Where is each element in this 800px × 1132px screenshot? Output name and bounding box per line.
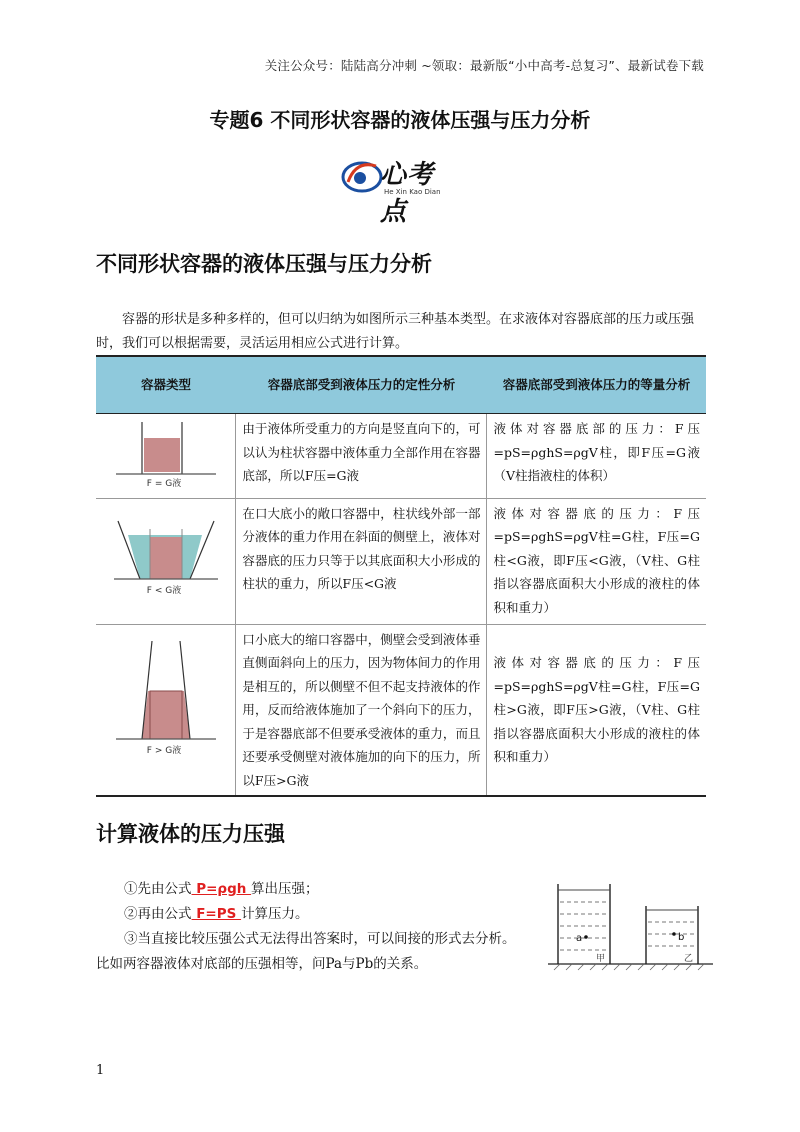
figure-label: F > G液 (146, 746, 181, 756)
header-note: 关注公众号：陆陆高分冲刺 ~领取：最新版“小中高考-总复习”、最新试卷下载 (264, 58, 704, 73)
container-yi-label: 乙 (684, 954, 694, 964)
table-row (96, 414, 706, 499)
table-cell: 在口大底小的敞口容器中，柱状线外部一部分液体的重力作用在斜面的侧壁上，液体对容器底的压力只等于以其底面积大小形成的柱状的重力，所以F压<G液 (236, 498, 487, 624)
step-1-post: 算出压强； (251, 881, 319, 897)
step-2-post: 计算压力。 (241, 906, 309, 922)
step-4: 比如两容器液体对底部的压强相等，问Pa与Pb的关系。 (96, 956, 428, 972)
table-header: 容器底部受到液体压力的定性分析 (236, 356, 487, 414)
step-3: ③当直接比较压强公式无法得出答案时，可以间接的形式去分析。 (124, 931, 516, 947)
figure-label: F < G液 (146, 586, 181, 597)
table-cell: 液体对容器底的压力：F压=pS=ρghS=ρgV柱=G柱，F压=G柱<G液，即F压<G液，（V柱、G柱指以容器底面积大小形成的液柱的体积和重力） (487, 498, 706, 624)
logo-subtext: He Xin Kao Dian (384, 188, 441, 196)
step-2-pre: ②再由公式 (124, 906, 192, 922)
table-header: 容器类型 (96, 356, 236, 414)
logo (340, 150, 460, 227)
force-formula: F=PS (191, 906, 242, 922)
narrow-mouth-container-figure (96, 624, 236, 796)
table-row (96, 624, 706, 796)
table-cell: 液体对容器底部的压力：F压=pS=ρghS=ρgV柱，即F压=G液（V柱指液柱的体积） (487, 414, 706, 499)
logo-emblem-icon (340, 152, 384, 202)
section-heading-1: 不同形状容器的液体压强与压力分析 (96, 252, 432, 276)
cylinder-container-figure (96, 414, 236, 499)
step-1-pre: ①先由公式 (124, 881, 192, 897)
point-b-label: b (678, 932, 685, 943)
table-header: 容器底部受到液体压力的等量分析 (487, 356, 706, 414)
intro-paragraph: 容器的形状是多种多样的，但可以归纳为如图所示三种基本类型。在求液体对容器底部的压力或压强时，我们可以根据需要，灵活运用相应公式进行计算。 (96, 312, 695, 351)
pressure-formula: P=ρgh (191, 881, 252, 897)
table-cell: 口小底大的缩口容器中，侧壁会受到液体垂直侧面斜向上的压力，因为物体间力的作用是相互的，所以侧壁不但不起支持液体的作用，反而给液体施加了一个斜向下的压力，于是容器底部不但要承受液体的重力，而且还要承受侧壁对液体施加的向下的压力，所以F压>G液 (236, 624, 487, 796)
document-title: 专题6 不同形状容器的液体压强与压力分析 (209, 108, 591, 132)
wide-mouth-container-figure (96, 498, 236, 624)
point-a-label: a (576, 933, 583, 944)
figure-label: F = G液 (146, 479, 181, 489)
table-cell: 液体对容器底的压力：F压=pS=ρghS=ρgV柱=G柱，F压=G柱>G液，即F压>G液，（V柱、G柱指以容器底面积大小形成的液柱的体积和重力） (487, 624, 706, 796)
step-1 (124, 877, 516, 902)
table-row (96, 498, 706, 624)
table-cell: 由于液体所受重力的方向是竖直向下的，可以认为柱状容器中液体重力全部作用在容器底部，所以F压=G液 (236, 414, 487, 499)
two-containers-figure (548, 876, 718, 976)
container-jia-label: 甲 (596, 954, 606, 964)
section-heading-2: 计算液体的压力压强 (96, 822, 285, 846)
calculation-steps (96, 877, 516, 977)
page-number: 1 (96, 1063, 105, 1078)
comparison-table (96, 355, 706, 797)
logo-text: 心考点 (380, 160, 435, 227)
step-2 (124, 902, 516, 927)
